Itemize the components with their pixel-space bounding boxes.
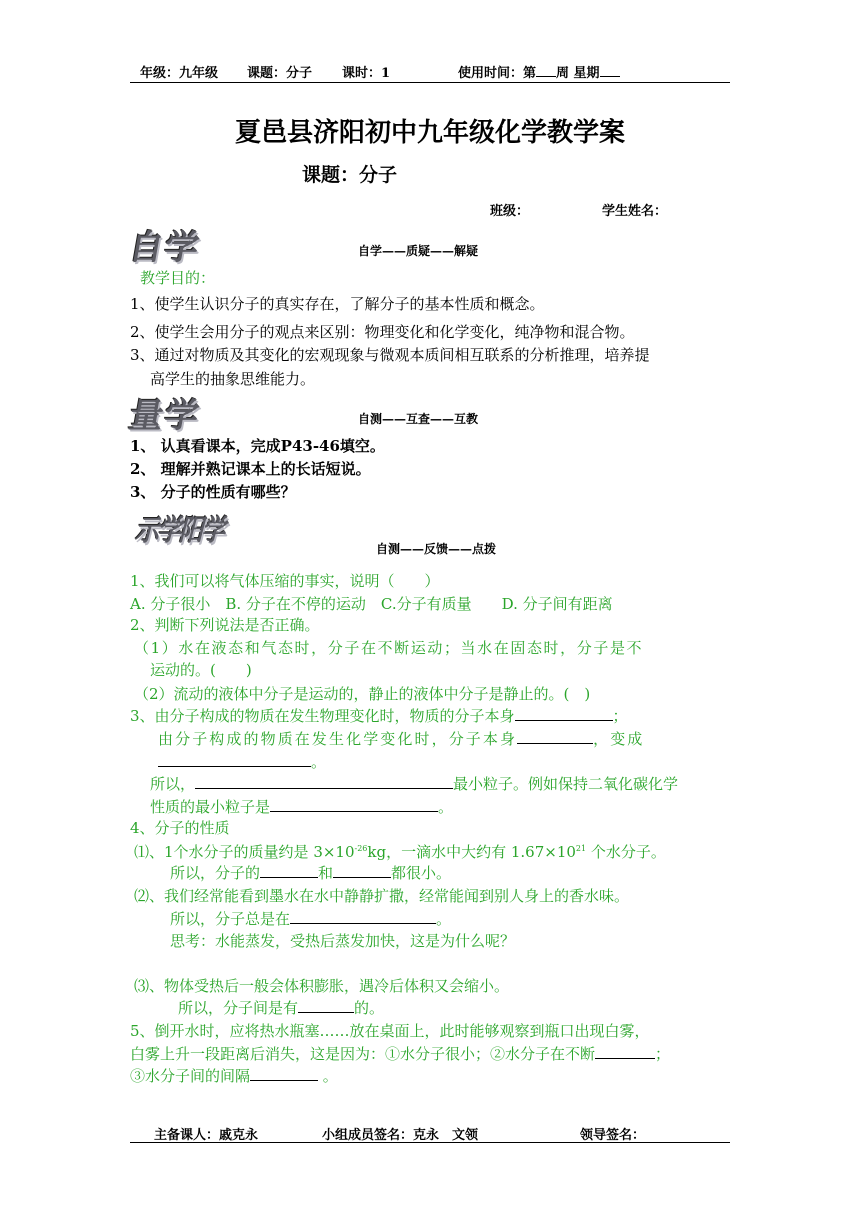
question-5-c: ③水分子间的间隔 。 — [130, 1067, 338, 1085]
header-usage-time: 使用时间：第 周 星期 — [458, 62, 620, 81]
page-subtitle: 课题：分子 — [302, 164, 398, 186]
student-name-label: 学生姓名： — [602, 204, 668, 219]
footer-preparer: 主备课人：戚克永 — [154, 1128, 259, 1143]
question-4-2-so: 所以，分子总是在 。 — [170, 910, 452, 928]
ceshi-caption: 自测——反馈——点拨 — [376, 542, 497, 556]
question-2-1-cont: 运动的。( ) — [150, 661, 252, 679]
page-title: 夏邑县济阳初中九年级化学教学案 — [234, 118, 625, 148]
header-rule — [130, 82, 730, 83]
question-3-chem: 由分子构成的物质在发生化学变化时，分子本身 ，变成 — [158, 730, 645, 748]
question-4-3-so: 所以，分子间是有 的。 — [178, 999, 385, 1017]
liangxue-item: 1、 认真看课本，完成P43-46填空。 — [130, 437, 385, 455]
question-4-2-think: 思考：水能蒸发，受热后蒸发加快，这是为什么呢？ — [170, 932, 516, 950]
liangxue-emblem: 量学 — [125, 396, 203, 436]
question-5-b: 白雾上升一段距离后消失，这是因为：①水分子很小；②水分子在不断 ； — [130, 1045, 671, 1063]
liangxue-item: 3、 分子的性质有哪些？ — [130, 483, 296, 501]
header-topic: 课题：分子 — [247, 66, 313, 81]
zixue-caption: 自学——质疑——解疑 — [358, 244, 479, 258]
question-1: 1、我们可以将气体压缩的事实，说明（ ） — [130, 572, 440, 590]
goal-item: 2、使学生会用分子的观点来区别：物理变化和化学变化，纯净物和混合物。 — [130, 323, 635, 341]
question-2-1: （1）水在液态和气态时，分子在不断运动；当水在固态时，分子是不 — [134, 639, 644, 657]
ceshi-emblem: 示学阳学 — [132, 513, 230, 548]
question-2: 2、判断下列说法是否正确。 — [130, 616, 320, 634]
header-grade: 年级：九年级 — [140, 66, 219, 81]
goal-item: 1、使学生认识分子的真实存在，了解分子的基本性质和概念。 — [130, 295, 545, 313]
goal-item: 3、通过对物质及其变化的宏观现象与微观本质间相互联系的分析推理，培养提 — [130, 346, 650, 364]
question-3-chem-cont: 。 — [158, 751, 326, 772]
question-4-1: ⑴、1个水分子的质量约是 $3\times 10^{-26}kg$，一滴水中大约有 $1.67\times 10^{21}$ 个水分子。 — [134, 843, 666, 861]
goal-title: 教学目的： — [140, 269, 216, 287]
liangxue-item: 2、 理解并熟记课本上的长话短说。 — [130, 460, 371, 478]
question-3-example: 性质的最小粒子是 。 — [150, 798, 454, 816]
footer-group: 小组成员签名：克永 文领 — [322, 1128, 479, 1143]
question-4-1-so: 所以，分子的 和 都很小。 — [170, 864, 452, 882]
footer-rule — [130, 1142, 730, 1143]
question-1-options: A. 分子很小 B. 分子在不停的运动 C.分子有质量 D. 分子间有距离 — [130, 595, 613, 613]
zixue-emblem: 自学 — [125, 228, 203, 268]
header-period: 课时：1 — [342, 66, 391, 81]
question-4-2: ⑵、我们经常能看到墨水在水中静静扩撒，经常能闻到别人身上的香水味。 — [134, 887, 630, 905]
question-4: 4、分子的性质 — [130, 819, 230, 837]
class-label: 班级： — [490, 204, 530, 219]
goal-item: 高学生的抽象思维能力。 — [150, 370, 316, 388]
question-2-2: （2）流动的液体中分子是运动的，静止的液体中分子是静止的。( ) — [134, 685, 591, 703]
question-4-3: ⑶、物体受热后一般会体积膨胀，遇冷后体积又会缩小。 — [134, 977, 510, 995]
question-3: 3、由分子构成的物质在发生物理变化时，物质的分子本身 ； — [130, 707, 628, 725]
footer-leader: 领导签名： — [580, 1128, 646, 1143]
question-5: 5、倒开水时，应将热水瓶塞……放在桌面上，此时能够观察到瓶口出现白雾， — [130, 1022, 650, 1040]
question-3-so: 所以， 最小粒子。例如保持二氧化碳化学 — [150, 775, 679, 793]
liangxue-caption: 自测——互查——互教 — [358, 412, 479, 426]
